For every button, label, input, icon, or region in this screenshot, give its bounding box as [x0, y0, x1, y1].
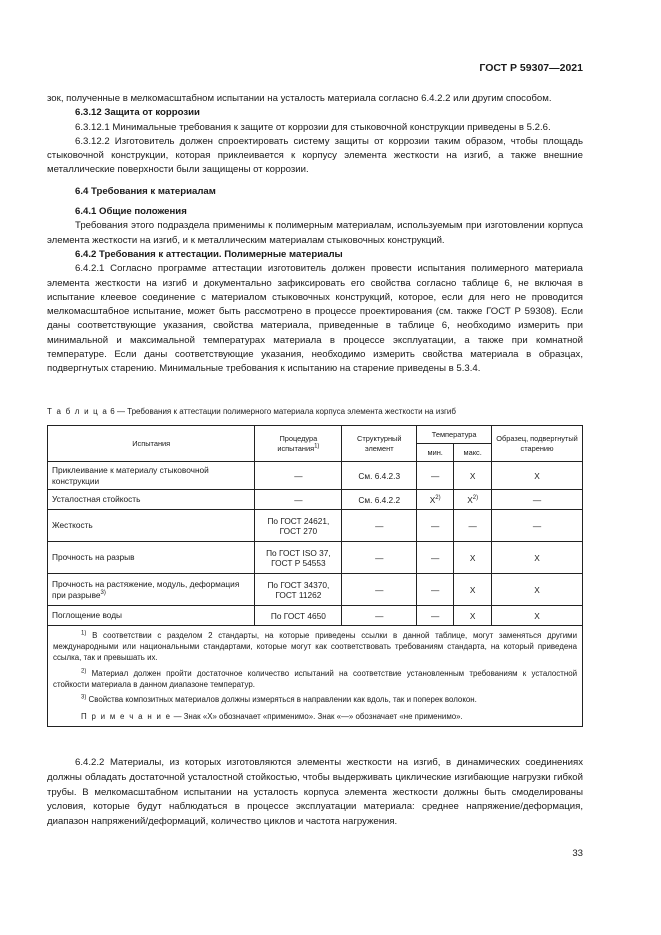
cell-tmin: —: [417, 606, 454, 626]
cell-tmin: —: [417, 510, 454, 542]
cell-aged: X: [492, 606, 583, 626]
header-procedure: Процедура испытания$^{1)}$: [255, 426, 342, 462]
cell-test: Усталостная стойкость: [48, 490, 255, 510]
footnote-2: $^{2)}$ Материал должен пройти достаточное количество испытаний на соответствие установленным требованиям к усталостной стойкости материала в данном диапазоне температур.: [53, 667, 577, 689]
cell-tmin: —: [417, 462, 454, 490]
footnote-1: $^{1)}$ В соответствии с разделом 2 стандарты, на которые приведены ссылки в данной таблице, могут заменяться другими международными или национальными стандартами, которые могут как соответствовать требованиям стандарта, на который приведена ссылка, так и превышать их.: [53, 630, 577, 663]
cell-procedure: По ГОСТ 4650: [255, 606, 342, 626]
heading-6-3-12: 6.3.12 Защита от коррозии: [75, 107, 200, 119]
cell-structural: См. 6.4.2.3: [342, 462, 417, 490]
heading-6-4-1: 6.4.1 Общие положения: [75, 206, 187, 218]
cell-tmin: —: [417, 574, 454, 606]
text-block-upper: [47, 92, 583, 377]
cell-aged: X: [492, 462, 583, 490]
paragraph-6-4-1: Требования этого подраздела применимы к полимерным материалам, используемым при изготовлении корпуса элемента жесткости на изгиб, и к металлическим материалам стыковочных конструкций.: [47, 220, 583, 246]
cell-procedure: По ГОСТ 24621, ГОСТ 270: [255, 510, 342, 542]
heading-6-4-2: 6.4.2 Требования к аттестации. Полимерные материалы: [75, 248, 343, 260]
cell-tmin: $X^{2)}$: [417, 490, 454, 510]
cell-aged: —: [492, 510, 583, 542]
paragraph-6-3-12-2: 6.3.12.2 Изготовитель должен спроектировать систему защиты от коррозии таким образом, чтобы площадь стыковочной конструкции, которая приклеивается к корпусу элемента жесткости на изгиб, а также внешние металлические поверхности были защищены от коррозии.: [47, 135, 583, 176]
cell-structural: —: [342, 606, 417, 626]
table-note: П р и м е ч а н и е — Знак «X» обозначает «применимо». Знак «—» обозначает «не применимо».: [81, 712, 463, 722]
cell-tmax: X: [454, 574, 492, 606]
header-tmin: мин.: [417, 444, 454, 462]
cell-aged: X: [492, 542, 583, 574]
cell-procedure: По ГОСТ ISO 37, ГОСТ Р 54553: [255, 542, 342, 574]
header-tmax: макс.: [454, 444, 492, 462]
cell-aged: X: [492, 574, 583, 606]
cell-procedure: По ГОСТ 34370, ГОСТ 11262: [255, 574, 342, 606]
table-row: [48, 490, 583, 510]
cell-test: Прочность на разрыв: [48, 542, 255, 574]
cell-aged: —: [492, 490, 583, 510]
table-row: [48, 510, 583, 542]
cell-structural: —: [342, 542, 417, 574]
cell-structural: См. 6.4.2.2: [342, 490, 417, 510]
cell-tmax: —: [454, 510, 492, 542]
text-block-lower: [47, 756, 583, 830]
cell-test: Прочность на растяжение, модуль, деформация при разрыве$^{3)}$: [48, 574, 255, 606]
continued-paragraph: зок, полученные в мелкомасштабном испытании на усталость материала согласно 6.4.2.2 или другим способом.: [47, 93, 552, 104]
header-aged: Образец, подвергнутый старению: [492, 426, 583, 462]
document-code: ГОСТ Р 59307—2021: [479, 62, 583, 74]
cell-test: Жесткость: [48, 510, 255, 542]
table-caption: [47, 407, 456, 416]
paragraph-6-3-12-1: 6.3.12.1 Минимальные требования к защите от коррозии для стыковочной конструкции приведены в 5.2.6.: [75, 121, 551, 133]
table-footnotes: [48, 626, 583, 727]
footnote-3: $^{3)}$ Свойства композитных материалов должны измеряться в направлении как вдоль, так и поперек волокон.: [81, 694, 477, 705]
table-row: [48, 542, 583, 574]
paragraph-6-4-2-2: 6.4.2.2 Материалы, из которых изготовляются элементы жесткости на изгиб, в динамических соединениях должны обладать достаточной усталостной стойкостью, чтобы выдерживать циклические изгибающие нагрузки гибкой трубы. В мелкомасштабном испытании на усталость корпуса элемента жесткости должны быть смоделированы условия, которые будут наблюдаться в процессе эксплуатации материала: среднее напряжение/деформация, диапазон напряжений/деформаций, количество циклов и частота нагружения.: [47, 757, 583, 828]
cell-structural: —: [342, 510, 417, 542]
cell-test: Поглощение воды: [48, 606, 255, 626]
table-row: [48, 462, 583, 490]
cell-structural: —: [342, 574, 417, 606]
cell-tmax: X: [454, 606, 492, 626]
cell-tmax: $X^{2)}$: [454, 490, 492, 510]
header-structural: Структурный элемент: [342, 426, 417, 462]
cell-procedure: —: [255, 490, 342, 510]
table-caption-lead: Т а б л и ц а: [47, 407, 109, 416]
header-temperature: Температура: [417, 426, 492, 444]
table-row: [48, 606, 583, 626]
paragraph-6-4-2-1: 6.4.2.1 Согласно программе аттестации изготовитель должен провести испытания полимерного материала элемента жесткости на изгиб и документально зафиксировать его свойства согласно таблице 6, не включая в испытание клеевое соединение с материалом стыковочных конструкций, которое, если для него не проводится мелкомасштабное испытание, может быть рассмотрено в процессе проектирования (см. также ГОСТ Р 59308). Если даны соответствующие указания, свойства материала, приведенные в таблице 6, необходимо измерить при минимальной и максимальной температурах материала в процессе эксплуатации, а также при комнатной температуре. Если даны соответствующие указания, необходимо измерить свойства материала в образцах, подвергнутых старению. Минимальные требования к испытанию на старение приведены в 5.3.4.: [47, 263, 583, 375]
cell-tmax: X: [454, 542, 492, 574]
heading-6-4: 6.4 Требования к материалам: [75, 185, 216, 197]
cell-test: Приклеивание к материалу стыковочной конструкции: [48, 462, 255, 490]
qualification-table: [47, 425, 583, 727]
cell-procedure: —: [255, 462, 342, 490]
cell-tmin: —: [417, 542, 454, 574]
header-test: Испытания: [48, 426, 255, 462]
cell-tmax: X: [454, 462, 492, 490]
page-number: 33: [572, 848, 583, 859]
table-caption-text: 6 — Требования к аттестации полимерного материала корпуса элемента жесткости на изгиб: [110, 407, 456, 416]
table-row: [48, 574, 583, 606]
